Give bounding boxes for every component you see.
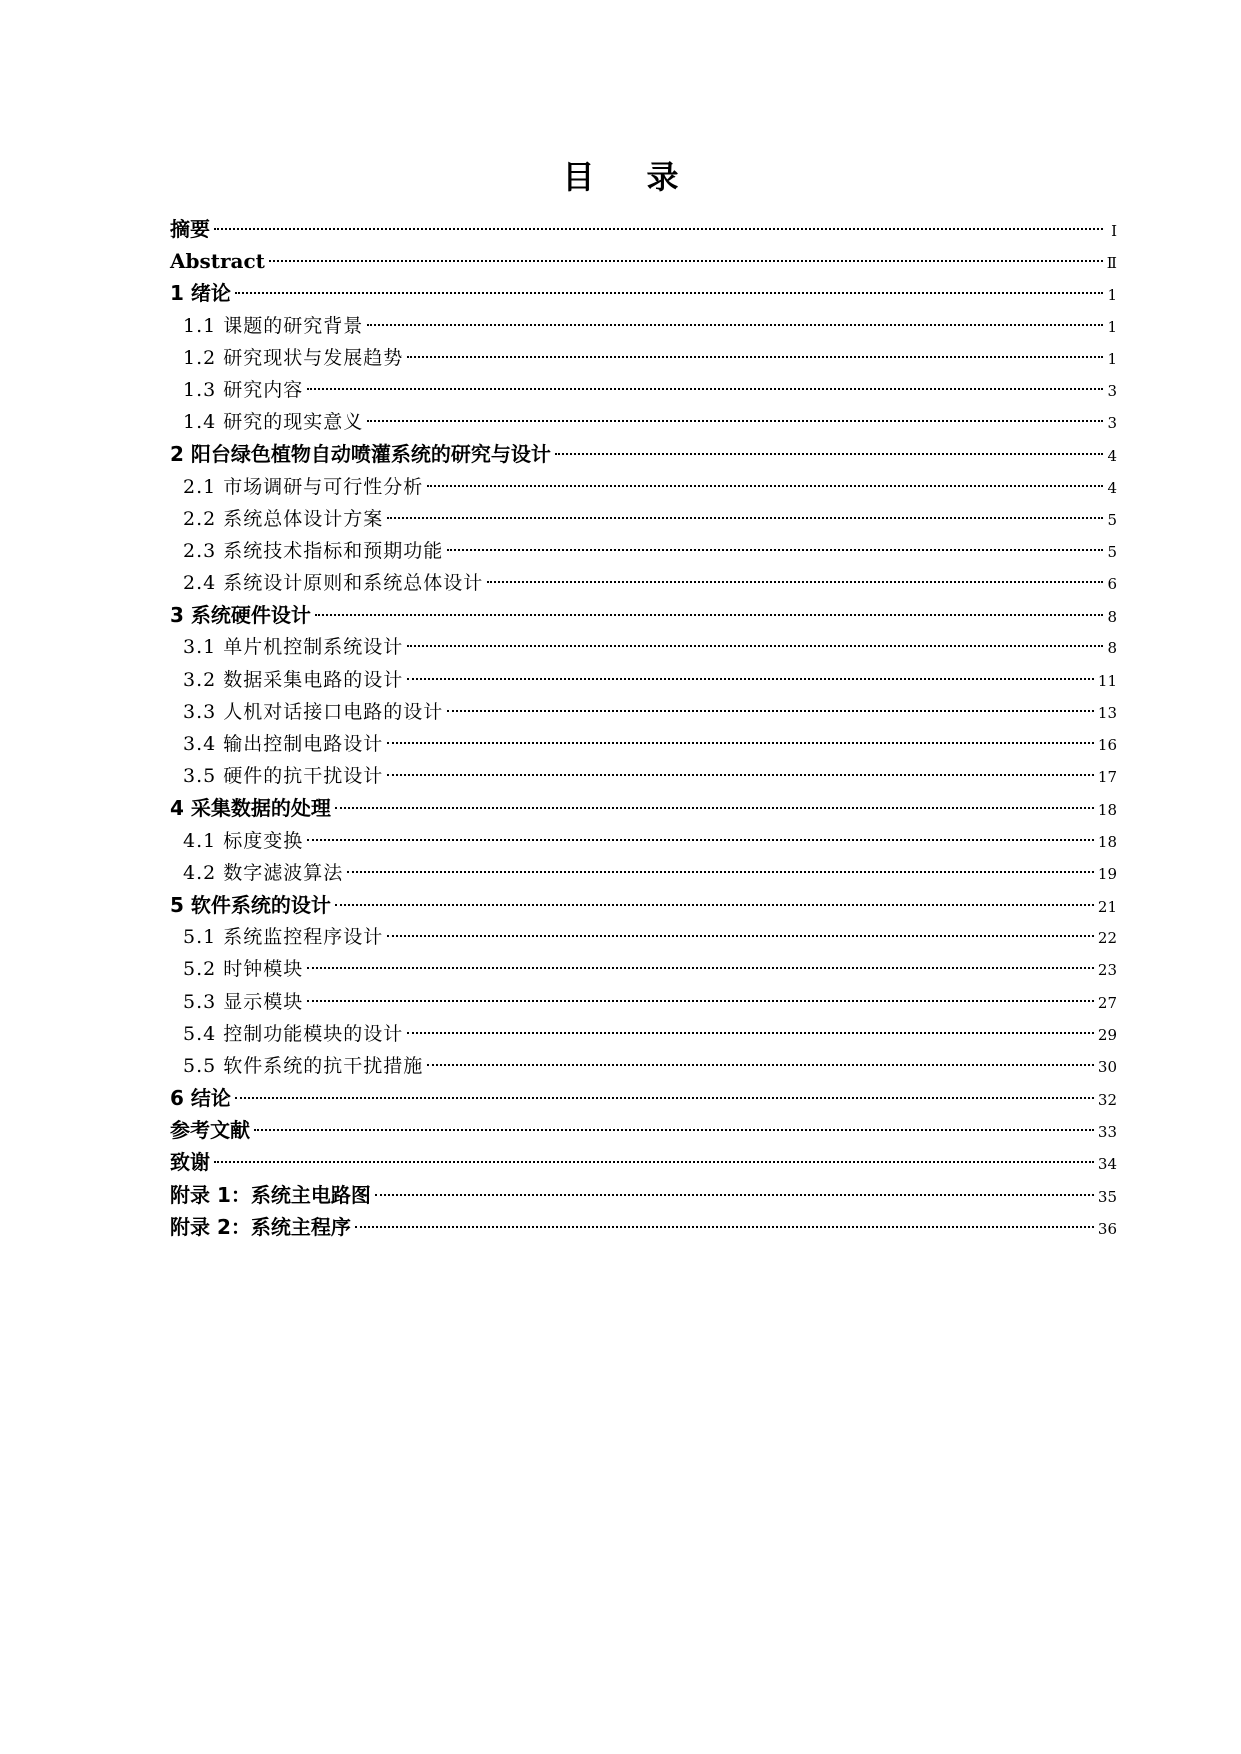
toc-entry-label: 5.2 时钟模块: [183, 958, 304, 981]
toc-entry[interactable]: [170, 567, 1117, 599]
toc-entry-page-number: 3: [1107, 414, 1117, 433]
toc-entry-page-number: 21: [1097, 897, 1117, 916]
dot-leader: [387, 774, 1094, 776]
toc-entry-label: 6 结论: [170, 1086, 231, 1111]
toc-entry-label: 3.2 数据采集电路的设计: [183, 668, 404, 691]
toc-entry-label: 3.4 输出控制电路设计: [183, 733, 384, 755]
toc-entry-label: 5.3 显示模块: [183, 990, 304, 1013]
toc-entry-page-number: 4: [1107, 478, 1117, 497]
toc-entry-label: 5.1 系统监控程序设计: [183, 926, 384, 949]
toc-entry-label: 3.5 硬件的抗干扰设计: [183, 765, 384, 788]
dot-leader: [407, 1032, 1094, 1034]
toc-entry-page-number: 30: [1097, 1057, 1117, 1076]
dot-leader: [427, 1064, 1094, 1066]
toc-entry-page-number: 1: [1107, 317, 1117, 336]
toc-entry-page-number: 29: [1097, 1025, 1117, 1044]
toc-entry-page-number: 5: [1107, 542, 1117, 561]
toc-entry-label: 附录 1：系统主电路图: [170, 1182, 371, 1207]
toc-entry-label: 5.5 软件系统的抗干扰措施: [183, 1054, 424, 1077]
dot-leader: [335, 904, 1094, 906]
dot-leader: [447, 710, 1094, 712]
dot-leader: [315, 614, 1103, 616]
toc-entry[interactable]: [170, 792, 1117, 824]
dot-leader: [307, 839, 1094, 841]
toc-entry-page-number: 19: [1097, 864, 1117, 883]
toc-entry-page-number: 32: [1097, 1091, 1117, 1110]
toc-entry[interactable]: [170, 986, 1117, 1018]
dot-leader: [307, 967, 1094, 969]
toc-entry[interactable]: [170, 1179, 1117, 1211]
toc-entry-page-number: 16: [1097, 736, 1117, 754]
toc-entry-label: Abstract: [170, 249, 265, 274]
toc-entry-page-number: Ⅰ: [1111, 222, 1117, 240]
toc-entry-label: 4 采集数据的处理: [170, 796, 331, 821]
toc-entry-label: 2.3 系统技术指标和预期功能: [183, 539, 444, 562]
toc-entry-page-number: 5: [1107, 510, 1117, 529]
toc-entry[interactable]: [170, 1050, 1117, 1082]
toc-entry-label: 参考文献: [170, 1118, 250, 1143]
toc-entry-page-number: 6: [1107, 575, 1117, 594]
toc-entry-label: 2.4 系统设计原则和系统总体设计: [183, 572, 484, 595]
toc-entry-label: 附录 2：系统主程序: [170, 1214, 351, 1239]
toc-entry[interactable]: [170, 889, 1117, 921]
toc-entry[interactable]: [170, 245, 1117, 277]
toc-entry-label: 2.2 系统总体设计方案: [183, 507, 384, 530]
dot-leader: [307, 388, 1103, 390]
dot-leader: [387, 935, 1094, 937]
toc-entry-label: 2.1 市场调研与可行性分析: [183, 475, 424, 498]
toc-entry[interactable]: [170, 728, 1117, 760]
toc-entry[interactable]: [170, 953, 1117, 985]
toc-entry-label: 1.3 研究内容: [183, 378, 304, 401]
toc-entry[interactable]: [170, 664, 1117, 696]
dot-leader: [254, 1129, 1094, 1131]
toc-entry-page-number: 8: [1107, 608, 1117, 627]
toc-entry-label: 5.4 控制功能模块的设计: [183, 1022, 404, 1045]
toc-entry-page-number: 35: [1097, 1187, 1117, 1206]
toc-entry[interactable]: [170, 825, 1117, 857]
toc-entry-label: 1.1 课题的研究背景: [183, 314, 364, 337]
toc-entry[interactable]: [170, 760, 1117, 792]
toc-entry[interactable]: [170, 1211, 1117, 1243]
dot-leader: [335, 807, 1094, 809]
toc-title: 目录: [562, 158, 731, 196]
toc-entry-label: 1 绪论: [170, 281, 231, 306]
dot-leader: [347, 871, 1094, 873]
toc-entry-label: 1.4 研究的现实意义: [183, 411, 364, 434]
dot-leader: [235, 1097, 1094, 1099]
toc-entry[interactable]: [170, 1018, 1117, 1050]
toc-entry[interactable]: [170, 471, 1117, 503]
dot-leader: [269, 260, 1103, 262]
toc-entry[interactable]: [170, 535, 1117, 567]
toc-entry[interactable]: [170, 631, 1117, 663]
toc-entry-page-number: 4: [1107, 447, 1117, 466]
toc-entry[interactable]: [170, 342, 1117, 374]
dot-leader: [555, 453, 1103, 455]
toc-entry-page-number: 33: [1097, 1123, 1117, 1142]
dot-leader: [375, 1194, 1094, 1196]
toc-entry-page-number: 8: [1107, 639, 1117, 658]
dot-leader: [407, 356, 1103, 358]
dot-leader: [307, 1000, 1094, 1002]
toc-entry[interactable]: [170, 213, 1117, 245]
toc-entry[interactable]: [170, 1146, 1117, 1178]
dot-leader: [487, 581, 1103, 583]
toc-entry[interactable]: [170, 310, 1117, 342]
dot-leader: [387, 742, 1094, 744]
toc-entry-label: 3.3 人机对话接口电路的设计: [183, 700, 444, 723]
toc-entry-page-number: 1: [1107, 349, 1117, 368]
dot-leader: [447, 549, 1103, 551]
dot-leader: [355, 1226, 1094, 1228]
toc-entry[interactable]: [170, 374, 1117, 406]
toc-entry-label: 3 系统硬件设计: [170, 603, 311, 628]
dot-leader: [407, 678, 1094, 680]
toc-entry-page-number: 18: [1097, 801, 1117, 820]
toc-entry-page-number: 34: [1097, 1155, 1117, 1174]
dot-leader: [387, 517, 1103, 519]
toc-entry-label: 4.2 数字滤波算法: [183, 861, 344, 884]
dot-leader: [214, 1161, 1094, 1163]
dot-leader: [367, 420, 1103, 422]
toc-entry-page-number: 13: [1097, 703, 1117, 722]
toc-entry-page-number: Ⅱ: [1106, 254, 1117, 273]
toc-entry-page-number: 1: [1107, 286, 1117, 305]
toc-entry-label: 1.2 研究现状与发展趋势: [183, 346, 404, 369]
table-of-contents: [170, 213, 1117, 1243]
toc-entry[interactable]: [170, 1114, 1117, 1146]
toc-entry[interactable]: [170, 696, 1117, 728]
toc-entry[interactable]: [170, 503, 1117, 535]
toc-entry-page-number: 17: [1097, 768, 1117, 787]
toc-entry[interactable]: [170, 277, 1117, 309]
toc-entry-page-number: 27: [1097, 993, 1117, 1012]
toc-entry-label: 5 软件系统的设计: [170, 892, 331, 917]
toc-entry-page-number: 23: [1097, 961, 1117, 980]
toc-entry[interactable]: [170, 599, 1117, 631]
toc-entry[interactable]: [170, 406, 1117, 438]
toc-entry[interactable]: [170, 857, 1117, 889]
toc-entry-page-number: 3: [1107, 381, 1117, 400]
toc-entry-page-number: 18: [1097, 832, 1117, 851]
toc-entry[interactable]: [170, 438, 1117, 470]
dot-leader: [367, 324, 1103, 326]
toc-entry-label: 致谢: [170, 1150, 210, 1175]
toc-entry-label: 4.1 标度变换: [183, 829, 304, 852]
toc-entry[interactable]: [170, 921, 1117, 953]
toc-entry-page-number: 36: [1097, 1219, 1117, 1238]
toc-entry-label: 摘要: [170, 217, 210, 241]
toc-entry-label: 3.1 单片机控制系统设计: [183, 636, 404, 659]
toc-entry-label: 2 阳台绿色植物自动喷灌系统的研究与设计: [170, 442, 551, 467]
toc-entry-page-number: 11: [1097, 671, 1117, 690]
dot-leader: [407, 645, 1103, 647]
toc-entry[interactable]: [170, 1082, 1117, 1114]
dot-leader: [427, 485, 1103, 487]
dot-leader: [214, 228, 1103, 230]
toc-entry-page-number: 22: [1097, 929, 1117, 948]
dot-leader: [235, 292, 1103, 294]
